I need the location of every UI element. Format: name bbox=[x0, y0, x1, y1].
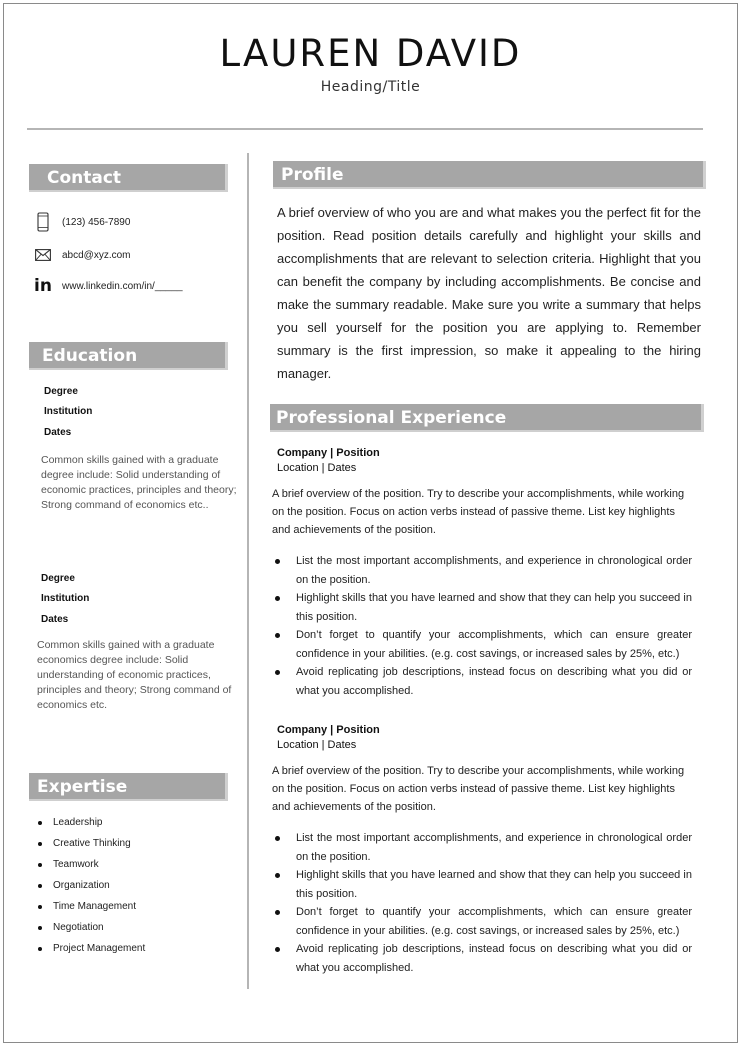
bullet-icon bbox=[275, 633, 280, 638]
expertise-heading: Expertise bbox=[29, 773, 228, 801]
edu-2-institution: Institution bbox=[41, 593, 90, 604]
job-2-overview: A brief overview of the position. Try to describe your accomplishments, while working on the position. Focus on action verbs instead of passive theme. List key highlights and achievements of the position. bbox=[272, 765, 685, 813]
bullet-icon bbox=[275, 670, 280, 675]
contact-email bbox=[32, 245, 131, 265]
header-divider bbox=[27, 128, 703, 130]
candidate-name: LAUREN DAVID bbox=[219, 32, 522, 75]
job-2-bullets bbox=[272, 829, 692, 977]
bullet-icon bbox=[38, 821, 42, 825]
job-1-overview: A brief overview of the position. Try to describe your accomplishments, while working on the position. Focus on action verbs instead of passive theme. List key highlights and achievements of the position. bbox=[272, 488, 685, 536]
list-item: Negotiation bbox=[38, 917, 145, 938]
list-item: Creative Thinking bbox=[38, 833, 145, 854]
education-heading: Education bbox=[29, 342, 228, 370]
bullet-icon bbox=[38, 842, 42, 846]
list-item: Teamwork bbox=[38, 854, 145, 875]
list-item: List the most important accomplishments, and experience in chronological order on the position. bbox=[272, 829, 692, 866]
edu-1-degree: Degree bbox=[44, 386, 78, 397]
list-item: Organization bbox=[38, 875, 145, 896]
expertise-list bbox=[38, 812, 145, 959]
job-2-location-dates: Location | Dates bbox=[277, 739, 357, 751]
job-1-location-dates: Location | Dates bbox=[277, 462, 357, 474]
bullet-icon bbox=[275, 596, 280, 601]
job-1-title: Company | Position bbox=[277, 447, 380, 459]
linkedin-icon: in bbox=[34, 276, 52, 296]
list-item: Highlight skills that you have learned and show that they can help you succeed in this position. bbox=[272, 589, 692, 626]
list-item: Leadership bbox=[38, 812, 145, 833]
bullet-icon bbox=[38, 926, 42, 930]
profile-summary: A brief overview of who you are and what makes you the perfect fit for the position. Read position details carefully and highlight your skills and accomplishments that are relevant to selection criteria. Highlight that you can benefit the company by including accomplishments. Be concise and make the summary readable. Make sure you write a summary that helps you sell yourself for the position you are applying to. Remember summary is the first impression, so make it appealing to the hiring manager. bbox=[277, 205, 701, 381]
bullet-icon bbox=[275, 873, 280, 878]
bullet-icon bbox=[38, 947, 42, 951]
linkedin-url[interactable]: www.linkedin.com/in/_____ bbox=[62, 280, 183, 292]
list-item: Don’t forget to quantify your accomplishments, which can ensure greater confidence in your abilities. (e.g. cost savings, or increased sales by 25%, etc.) bbox=[272, 903, 692, 940]
list-item: Project Management bbox=[38, 938, 145, 959]
bullet-icon bbox=[38, 884, 42, 888]
edu-2-dates: Dates bbox=[41, 614, 69, 625]
profile-heading: Profile bbox=[273, 161, 706, 189]
email-address[interactable]: abcd@xyz.com bbox=[62, 249, 131, 261]
list-item: List the most important accomplishments, and experience in chronological order on the position. bbox=[272, 552, 692, 589]
edu-1-institution: Institution bbox=[44, 406, 93, 417]
column-divider bbox=[247, 153, 249, 989]
list-item: Don’t forget to quantify your accomplishments, which can ensure greater confidence in your abilities. (e.g. cost savings, or increased sales by 25%, etc.) bbox=[272, 626, 692, 663]
phone-icon bbox=[32, 212, 54, 232]
list-item: Highlight skills that you have learned and show that they can help you succeed in this position. bbox=[272, 866, 692, 903]
bullet-icon bbox=[275, 559, 280, 564]
list-item: Avoid replicating job descriptions, instead focus on describing what you did or what you accomplished. bbox=[272, 940, 692, 977]
list-item: Avoid replicating job descriptions, instead focus on describing what you did or what you accomplished. bbox=[272, 663, 692, 700]
contact-linkedin bbox=[32, 276, 183, 296]
bullet-icon bbox=[275, 947, 280, 952]
job-1-bullets bbox=[272, 552, 692, 700]
job-2-title: Company | Position bbox=[277, 724, 380, 736]
heading-title: Heading/Title bbox=[320, 79, 421, 95]
bullet-icon bbox=[38, 905, 42, 909]
bullet-icon bbox=[275, 910, 280, 915]
edu-2-description: Common skills gained with a graduate economics degree include: Solid understanding of economic practices, principles and theory; Strong command of economics etc. bbox=[37, 639, 232, 711]
phone-number: (123) 456-7890 bbox=[62, 216, 131, 228]
edu-1-dates: Dates bbox=[44, 427, 72, 438]
bullet-icon bbox=[38, 863, 42, 867]
edu-2-degree: Degree bbox=[41, 573, 75, 584]
contact-heading: Contact bbox=[29, 164, 228, 192]
edu-1-description: Common skills gained with a graduate degree include: Solid understanding of economic practices, principles and theory; Strong command of economics etc.. bbox=[41, 454, 237, 511]
bullet-icon bbox=[275, 836, 280, 841]
experience-heading: Professional Experience bbox=[270, 404, 704, 432]
envelope-icon bbox=[32, 249, 54, 261]
contact-phone bbox=[32, 212, 130, 232]
list-item: Time Management bbox=[38, 896, 145, 917]
